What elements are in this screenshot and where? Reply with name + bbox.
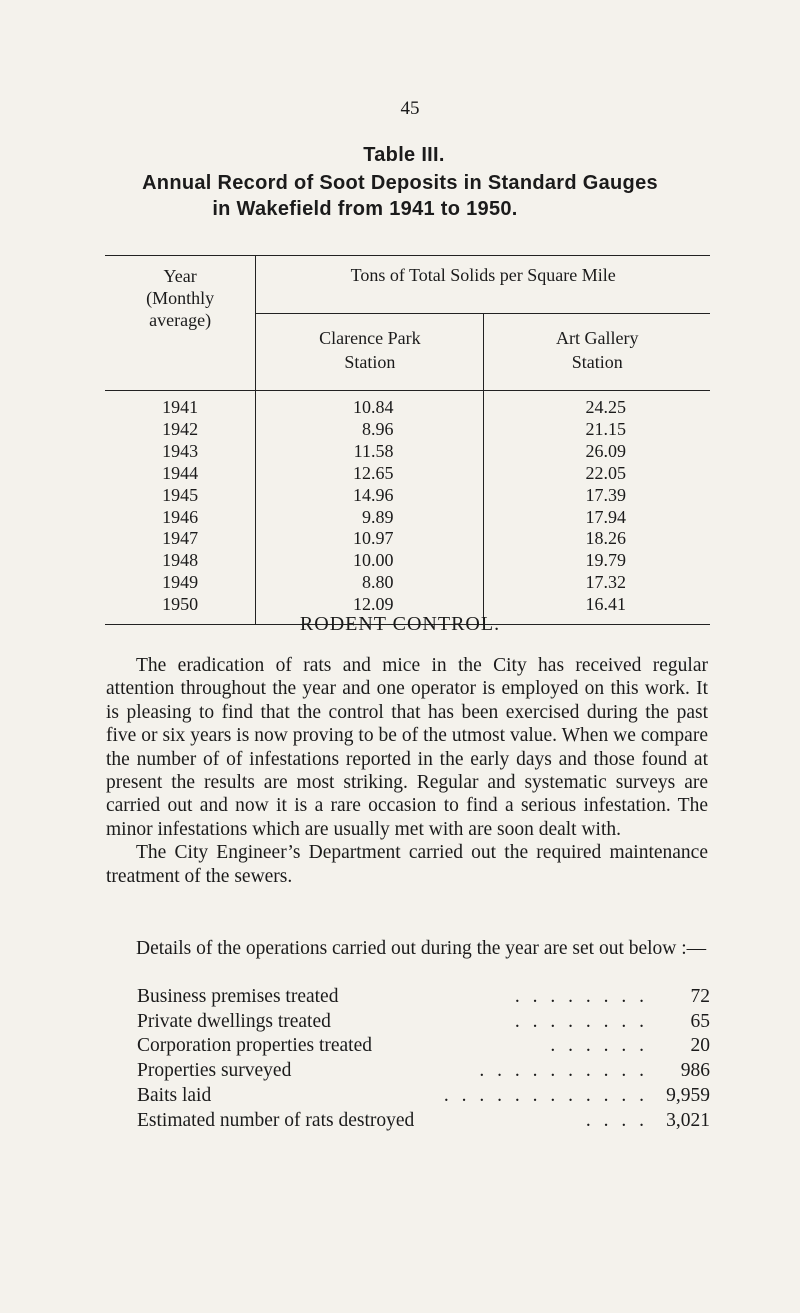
- art-gallery-cell: 24.25: [585, 397, 626, 417]
- dot-leader: . . . . . .: [550, 1035, 648, 1057]
- clarence-park-cell: 8.80: [256, 572, 484, 594]
- list-item: [137, 1034, 710, 1059]
- details-intro: [106, 937, 708, 960]
- detail-value: 3,021: [666, 1109, 710, 1131]
- clarence-park-cell: 9.89: [256, 507, 484, 529]
- soot-deposits-table: [105, 255, 710, 625]
- table-title-line-1: Annual Record of Soot Deposits in Standard Gauges: [142, 172, 658, 194]
- art-gallery-header-line: Art Gallery: [556, 328, 639, 348]
- year-cell: 1950: [105, 594, 256, 624]
- clarence-park-header-line: Station: [344, 352, 396, 372]
- clarence-park-cell: 14.96: [256, 485, 484, 507]
- table-row: [105, 528, 710, 550]
- year-cell: 1949: [105, 572, 256, 594]
- clarence-park-cell: 12.09: [256, 594, 484, 624]
- dot-leader: . . . . . . . .: [514, 986, 648, 1007]
- clarence-park-cell: 11.58: [256, 441, 484, 463]
- year-cell: 1941: [105, 391, 256, 419]
- art-gallery-column-header: [484, 314, 710, 391]
- year-cell: 1944: [105, 463, 256, 485]
- detail-label: Corporation properties treated: [137, 1035, 372, 1057]
- tons-span-header: Tons of Total Solids per Square Mile: [256, 256, 710, 314]
- list-item: [137, 985, 710, 1010]
- table-row: [105, 572, 710, 594]
- art-gallery-cell: 18.26: [585, 528, 626, 549]
- year-cell: 1943: [105, 441, 256, 463]
- year-header-line: Year: [163, 266, 197, 286]
- detail-label: Baits laid: [137, 1084, 212, 1106]
- year-cell: 1948: [105, 550, 256, 572]
- art-gallery-cell: 22.05: [585, 462, 626, 483]
- detail-value: 986: [680, 1060, 710, 1082]
- paragraph: The eradication of rats and mice in the City has received regular attention throughout the year and one operator is employed on this work. It is pleasing to find that the control that has been exercised during the past five or six years is now proving to be of the utmost value. When we compare the number of of infestations reported in the early days and those found at present the results are most striking. Regular and systematic surveys are carried out and now it is a rare occasion to find a serious infestation. The minor infestations which are usually met with are soon dealt with.: [106, 655, 708, 840]
- page-number: 45: [400, 98, 420, 119]
- year-cell: 1945: [105, 485, 256, 507]
- detail-label: Business premises treated: [137, 986, 339, 1007]
- detail-value: 72: [690, 986, 710, 1007]
- art-gallery-cell: 17.94: [585, 506, 626, 527]
- dot-leader: . . . . . . . . . . . .: [443, 1084, 648, 1106]
- year-cell: 1947: [105, 528, 256, 550]
- list-item: [137, 1059, 710, 1084]
- art-gallery-cell: 17.39: [585, 484, 626, 505]
- detail-value: 9,959: [666, 1084, 710, 1106]
- art-gallery-header-line: Station: [571, 352, 623, 372]
- year-column-header: [105, 256, 256, 391]
- clarence-park-header-line: Clarence Park: [319, 328, 421, 348]
- detail-label: Private dwellings treated: [137, 1010, 331, 1032]
- detail-value: 20: [690, 1035, 710, 1057]
- operations-list: [137, 985, 710, 1133]
- art-gallery-cell: 19.79: [585, 550, 626, 571]
- detail-label: Estimated number of rats destroyed: [137, 1109, 415, 1131]
- list-item: [137, 1010, 710, 1035]
- dot-leader: . . . . . . . .: [514, 1010, 648, 1032]
- art-gallery-cell: 17.32: [585, 572, 626, 593]
- year-header-line: (Monthly: [146, 288, 215, 308]
- dot-leader: . . . . . . . . . .: [479, 1060, 648, 1082]
- table-row: [105, 441, 710, 463]
- list-item: [137, 1109, 710, 1134]
- section-title: RODENT CONTROL.: [299, 613, 501, 635]
- paragraph: Details of the operations carried out during the year are set out below :—: [136, 938, 707, 959]
- table-title-line-2: in Wakefield from 1941 to 1950.: [212, 198, 518, 220]
- clarence-park-cell: 10.00: [256, 550, 484, 572]
- art-gallery-cell: 21.15: [585, 418, 626, 439]
- table-row: [105, 463, 710, 485]
- table-row: [105, 485, 710, 507]
- table-row: [105, 550, 710, 572]
- clarence-park-cell: 10.97: [256, 528, 484, 550]
- detail-value: 65: [690, 1010, 710, 1032]
- table-row: [105, 419, 710, 441]
- clarence-park-cell: 10.84: [256, 391, 484, 419]
- year-cell: 1942: [105, 419, 256, 441]
- rodent-paragraphs: [106, 654, 708, 888]
- year-header-line: average): [149, 310, 212, 330]
- year-cell: 1946: [105, 507, 256, 529]
- list-item: [137, 1084, 710, 1109]
- clarence-park-column-header: [256, 314, 484, 391]
- paragraph: The City Engineer’s Department carried out the required maintenance treatment of the sewers.: [106, 842, 708, 887]
- table-number-heading: Table III.: [363, 144, 445, 166]
- art-gallery-cell: 26.09: [585, 440, 626, 461]
- dot-leader: . . . .: [585, 1109, 648, 1131]
- art-gallery-cell: 16.41: [484, 594, 710, 624]
- table-row: [105, 391, 710, 419]
- clarence-park-cell: 8.96: [256, 419, 484, 441]
- clarence-park-cell: 12.65: [256, 463, 484, 485]
- table-row: [105, 507, 710, 529]
- detail-label: Properties surveyed: [137, 1060, 292, 1082]
